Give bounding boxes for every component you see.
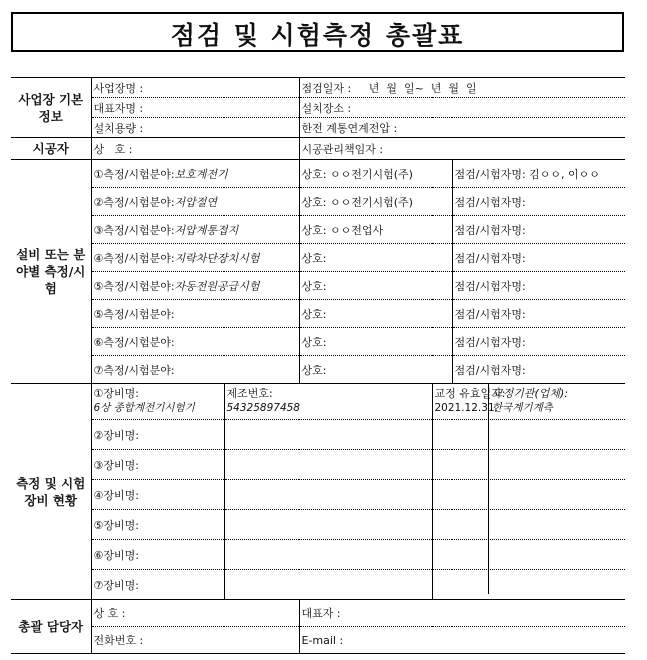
test-company-6[interactable]: 상호: xyxy=(299,300,452,328)
instrument-serial-7[interactable] xyxy=(224,570,432,600)
instrument-name-7[interactable]: ⑦장비명: xyxy=(91,570,224,600)
instrument-serial-5[interactable] xyxy=(224,510,432,540)
instrument-agency-1[interactable] xyxy=(488,384,624,594)
test-field-2[interactable]: ②측정/시험분야:저압절연 xyxy=(91,188,299,216)
instrument-name-3[interactable]: ③장비명: xyxy=(91,450,224,480)
install-location-field[interactable]: 설치장소 : xyxy=(299,98,625,118)
contractor-name-field[interactable]: 상 호 : xyxy=(91,138,299,160)
test-company-8[interactable]: 상호: xyxy=(299,356,452,384)
instrument-name-5[interactable]: ⑤장비명: xyxy=(91,510,224,540)
test-inspector-1[interactable]: 점검/시험자명: 김ㅇㅇ, 이ㅇㅇ xyxy=(452,160,625,188)
construction-manager-field[interactable]: 시공관리책임자 : xyxy=(299,138,625,160)
test-field-3[interactable]: ③측정/시험분야:저압계통접지 xyxy=(91,216,299,244)
page-title: 점검 및 시험측정 총괄표 xyxy=(170,21,465,50)
test-field-8[interactable]: ⑦측정/시험분야: xyxy=(91,356,299,384)
instrument-calibration-1[interactable]: 교정 유효일자: 2021.12.31. xyxy=(432,384,625,420)
business-name-field[interactable]: 사업장명 : xyxy=(91,78,299,98)
test-inspector-4[interactable]: 점검/시험자명: xyxy=(452,244,625,272)
instrument-serial-2[interactable] xyxy=(224,420,432,450)
title-box xyxy=(11,12,624,52)
manager-email-field[interactable]: E-mail : xyxy=(299,627,625,654)
test-field-4[interactable]: ④측정/시험분야:지락차단장치시험 xyxy=(91,244,299,272)
test-inspector-6[interactable]: 점검/시험자명: xyxy=(452,300,625,328)
agency-value: 한국계기계측 xyxy=(492,402,553,414)
agency-label: 교정기관(업체): xyxy=(492,387,569,400)
business-label: 사업장 기본정보 xyxy=(11,78,91,138)
inspection-date-label: 점검일자 : xyxy=(301,81,352,95)
test-company-2[interactable]: 상호: ㅇㅇ전기시험(주) xyxy=(299,188,452,216)
representative-field[interactable]: 대표자명 : xyxy=(91,98,299,118)
instrument-serial-3[interactable] xyxy=(224,450,432,480)
install-capacity-field[interactable]: 설치용량 : xyxy=(91,118,299,138)
instrument-serial-1[interactable]: 제조번호: 54325897458 xyxy=(224,384,432,420)
test-inspector-5[interactable]: 점검/시험자명: xyxy=(452,272,625,300)
test-field-5[interactable]: ⑤측정/시험분야:자동전원공급시험 xyxy=(91,272,299,300)
test-company-5[interactable]: 상호: xyxy=(299,272,452,300)
test-inspector-2[interactable]: 점검/시험자명: xyxy=(452,188,625,216)
test-inspector-8[interactable]: 점검/시험자명: xyxy=(452,356,625,384)
test-field-6[interactable]: ⑤측정/시험분야: xyxy=(91,300,299,328)
inspection-date-value: 년 월 일~ 년 월 일 xyxy=(368,81,477,95)
manager-phone-field[interactable]: 전화번호 : xyxy=(91,627,299,654)
equipment-label: 설비 또는 분야별 측정/시험 xyxy=(11,160,91,384)
instrument-serial-6[interactable] xyxy=(224,540,432,570)
test-inspector-3[interactable]: 점검/시험자명: xyxy=(452,216,625,244)
test-company-1[interactable]: 상호: ㅇㅇ전기시험(주) xyxy=(299,160,452,188)
grid-voltage-field[interactable]: 한전 계통연계전압 : xyxy=(299,118,625,138)
test-inspector-7[interactable]: 점검/시험자명: xyxy=(452,328,625,356)
instrument-name-6[interactable]: ⑥장비명: xyxy=(91,540,224,570)
test-field-7[interactable]: ⑥측정/시험분야: xyxy=(91,328,299,356)
contractor-label: 시공자 xyxy=(11,138,91,160)
manager-representative-field[interactable]: 대표자 : xyxy=(299,600,625,627)
instruments-label: 측정 및 시험장비 현황 xyxy=(11,384,91,600)
test-company-7[interactable]: 상호: xyxy=(299,328,452,356)
instrument-name-2[interactable]: ②장비명: xyxy=(91,420,224,450)
inspection-date-field[interactable] xyxy=(299,78,625,98)
test-field-1[interactable]: ①측정/시험분야:보호계전기 xyxy=(91,160,299,188)
test-company-3[interactable]: 상호: ㅇㅇ전업사 xyxy=(299,216,452,244)
instrument-name-1[interactable]: ①장비명: 6상 종합계전기시험기 xyxy=(91,384,224,420)
manager-label: 총괄 담당자 xyxy=(11,600,91,654)
manager-company-field[interactable]: 상 호 : xyxy=(91,600,299,627)
instrument-serial-4[interactable] xyxy=(224,480,432,510)
instrument-name-4[interactable]: ④장비명: xyxy=(91,480,224,510)
test-company-4[interactable]: 상호: xyxy=(299,244,452,272)
